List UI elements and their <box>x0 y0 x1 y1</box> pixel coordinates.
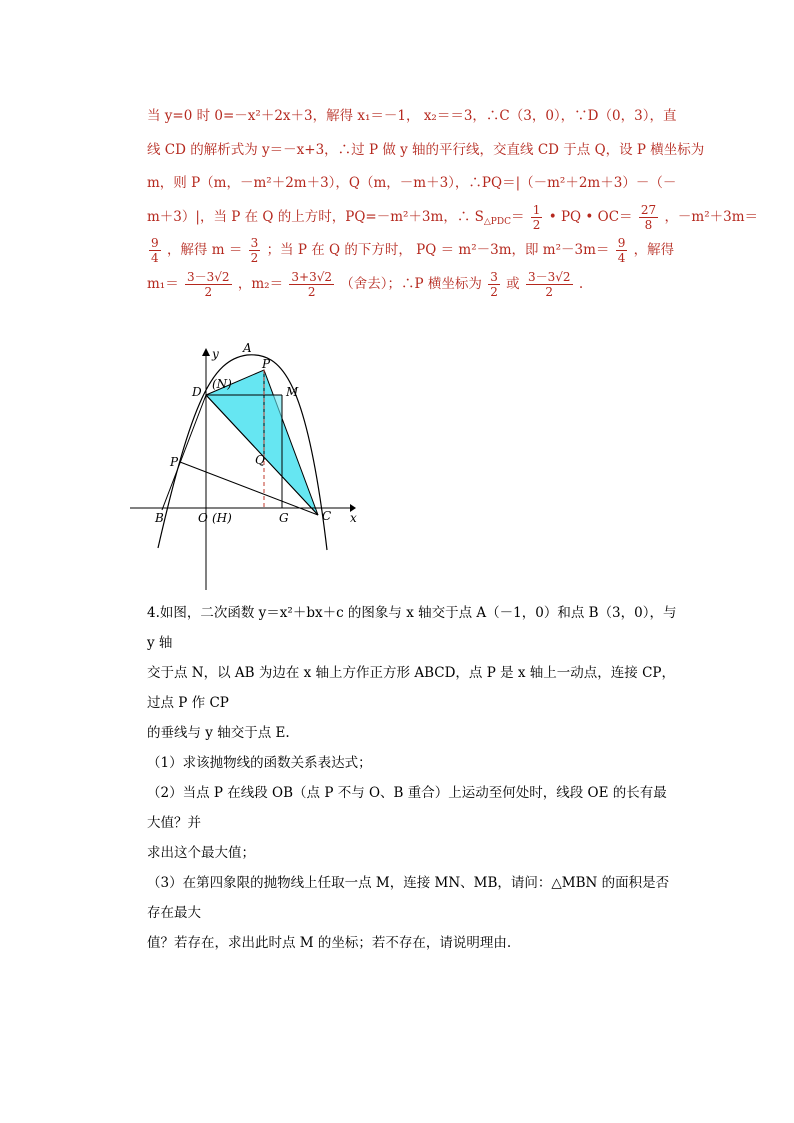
label-O: O <box>198 511 208 525</box>
label-P-top: P <box>262 357 271 371</box>
label-A: A <box>243 341 252 355</box>
fraction: $\frac{9}{4}$ <box>151 236 159 265</box>
question-2a: （2）当点 P 在线段 OB（点 P 不与 O、B 重合）上运动至何处时，线段 OE 的长有最大值？并 <box>147 785 667 831</box>
question-1: （1）求该抛物线的函数关系表达式； <box>147 755 372 771</box>
problem-line-1: 4.如图，二次函数 y＝x²＋bx＋c 的图象与 x 轴交于点 A（－1，0）和点 B（3，0），与 y 轴 <box>147 605 677 651</box>
solution-text <box>147 100 759 301</box>
label-G: G <box>279 511 289 525</box>
solution-line-1: 当 y=0 时 0=－x²＋2x＋3，解得 x₁＝－1， x₂＝＝3，∴C（3，0），∵D（0，3），直 <box>147 108 677 124</box>
label-Q: Q <box>255 453 265 467</box>
solution-line-4: m＋3）|，当 P 在 Q 的上方时，PQ=－m²＋3m，∴ $S_{\triangle PDC}=$ $\frac{1}{2}$ • PQ • OC＝ $\frac{27}{8}$ ，－m²＋3m＝ <box>147 202 759 232</box>
y-axis-arrow <box>202 348 210 356</box>
label-H: (H) <box>212 511 232 525</box>
label-M: M <box>286 385 299 399</box>
question-3a: （3）在第四象限的抛物线上任取一点 M，连接 MN、MB，请问：△MBN 的面积是否存在最大 <box>147 875 670 921</box>
fraction: $\frac{3}{2}$ <box>490 269 498 299</box>
label-D: D <box>192 385 202 399</box>
geometry-figure <box>122 340 362 592</box>
fraction: $\frac{9}{4}$ <box>617 236 626 265</box>
label-P-left: P <box>170 455 179 469</box>
label-N: (N) <box>212 377 232 391</box>
problem-line-3: 的垂线与 y 轴交于点 E. <box>147 725 290 741</box>
fraction: $\frac{3+3√2}{2}$ <box>291 269 332 299</box>
fraction: $\frac{3-3√2}{2}$ <box>187 269 230 299</box>
question-3b: 值？若存在，求出此时点 M 的坐标；若不存在，请说明理由. <box>147 935 512 951</box>
label-x: x <box>350 511 357 525</box>
line-BD <box>162 395 206 510</box>
fraction: $\frac{27}{8}$ <box>640 202 657 232</box>
problem-line-2: 交于点 N，以 AB 为边在 x 轴上方作正方形 ABCD，点 P 是 x 轴上一动点，连接 CP，过点 P 作 CP <box>147 665 675 711</box>
fraction: $\frac{3-3√2}{2}$ <box>527 269 571 299</box>
solution-line-5: $\frac{9}{4}$ ，解得 m ＝ $\frac{3}{2}$ ；当 P 在 Q 的下方时， PQ ＝ m²－3m，即 m²－3m＝ $\frac{9}{4}$ ，解得 <box>151 236 675 265</box>
solution-line-2: 线 CD 的解析式为 y＝－x+3，∴过 P 做 y 轴的平行线，交直线 CD 于点 Q，设 P 横坐标为 <box>147 141 705 158</box>
question-2b: 求出这个最大值； <box>147 845 255 861</box>
label-y: y <box>212 347 219 361</box>
solution-line-6: m₁＝ $\frac{3-3√2}{2}$ ，m₂＝ $\frac{3+3√2}{2}$ （舍去）；∴P 横坐标为 $\frac{3}{2}$ 或 $\frac{3-3√2}{2}$ . <box>147 269 584 299</box>
solution-line-3: m，则 P（m，－m²＋2m＋3），Q（m，－m＋3），∴PQ＝|（－m²＋2m＋3）－（－ <box>147 175 677 191</box>
label-C: C <box>322 509 332 523</box>
fraction: $\frac{1}{2}$ <box>532 202 541 232</box>
label-B: B <box>155 511 164 525</box>
problem-4 <box>147 598 677 958</box>
fraction: $\frac{3}{2}$ <box>250 236 259 265</box>
